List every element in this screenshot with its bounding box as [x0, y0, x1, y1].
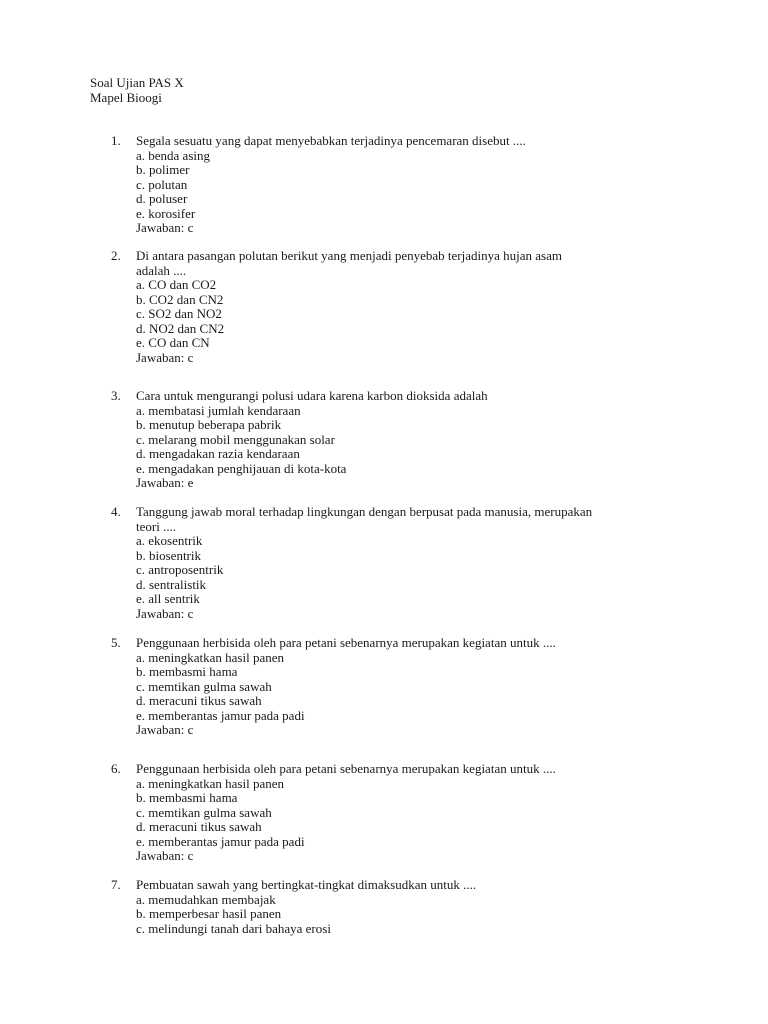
- answer-option: a. CO dan CO2: [136, 277, 217, 292]
- question-body: [136, 389, 681, 491]
- answer-option: c. melindungi tanah dari bahaya erosi: [136, 920, 331, 936]
- question-text: Cara untuk mengurangi polusi udara karena karbon dioksida adalah: [136, 388, 488, 403]
- answer-option: c. antroposentrik: [136, 562, 224, 577]
- question-text: teori ....: [136, 518, 177, 534]
- document-header: [90, 76, 184, 106]
- answer-option: d. NO2 dan CN2: [136, 320, 225, 336]
- answer-option: b. membasmi hama: [136, 664, 238, 679]
- subject-title: Mapel Bioogi: [90, 90, 162, 105]
- question-body: [136, 878, 681, 936]
- question-text: Penggunaan herbisida oleh para petani sebenarnya merupakan kegiatan untuk ....: [136, 761, 556, 776]
- answer-key: Jawaban: c: [136, 220, 194, 235]
- answer-option: b. CO2 dan CN2: [136, 291, 224, 307]
- answer-key: Jawaban: c: [136, 848, 194, 863]
- answer-option: e. memberantas jamur pada padi: [136, 707, 305, 723]
- answer-option: d. meracuni tikus sawah: [136, 693, 262, 708]
- question-text: Pembuatan sawah yang bertingkat-tingkat dimaksudkan untuk ....: [136, 877, 477, 892]
- answer-option: a. memudahkan membajak: [136, 891, 276, 907]
- answer-option: d. meracuni tikus sawah: [136, 819, 262, 834]
- answer-option: a. meningkatkan hasil panen: [136, 649, 285, 665]
- answer-option: e. memberantas jamur pada padi: [136, 833, 305, 849]
- question-number: 1.: [111, 133, 121, 148]
- question-number: 7.: [111, 877, 121, 892]
- question-text: Penggunaan herbisida oleh para petani sebenarnya merupakan kegiatan untuk ....: [136, 635, 556, 650]
- answer-key: Jawaban: c: [136, 605, 194, 621]
- answer-key: Jawaban: e: [136, 475, 194, 490]
- answer-option: b. biosentrik: [136, 547, 201, 563]
- question-body: [136, 762, 681, 864]
- answer-option: b. memperbesar hasil panen: [136, 906, 282, 921]
- answer-option: a. ekosentrik: [136, 533, 203, 548]
- answer-option: b. polimer: [136, 162, 190, 177]
- question-text: Tanggung jawab moral terhadap lingkungan dengan berpusat pada manusia, merupakan: [136, 504, 593, 519]
- question-body: [136, 636, 681, 738]
- question-body: [136, 134, 681, 236]
- answer-option: c. melarang mobil menggunakan solar: [136, 431, 335, 447]
- question-number: 5.: [111, 635, 121, 650]
- answer-key: Jawaban: c: [136, 722, 194, 737]
- exam-title: Soal Ujian PAS X: [90, 75, 184, 90]
- question-text: Di antara pasangan polutan berikut yang menjadi penyebab terjadinya hujan asam: [136, 248, 562, 263]
- answer-option: e. korosifer: [136, 205, 196, 221]
- answer-option: c. memtikan gulma sawah: [136, 678, 272, 694]
- question-number: 4.: [111, 504, 121, 519]
- question-text: adalah ....: [136, 262, 187, 278]
- answer-option: e. CO dan CN: [136, 335, 210, 350]
- answer-option: c. polutan: [136, 176, 188, 192]
- answer-option: e. all sentrik: [136, 591, 200, 606]
- answer-option: c. memtikan gulma sawah: [136, 804, 272, 820]
- answer-option: b. menutup beberapa pabrik: [136, 417, 282, 432]
- question-text: Segala sesuatu yang dapat menyebabkan terjadinya pencemaran disebut ....: [136, 133, 526, 148]
- answer-option: a. meningkatkan hasil panen: [136, 775, 285, 791]
- answer-option: d. mengadakan razia kendaraan: [136, 446, 300, 461]
- question-number: 2.: [111, 248, 121, 263]
- answer-option: c. SO2 dan NO2: [136, 306, 222, 321]
- answer-option: d. poluser: [136, 191, 188, 206]
- answer-option: a. membatasi jumlah kendaraan: [136, 402, 301, 418]
- answer-option: d. sentralistik: [136, 576, 207, 592]
- question-number: 6.: [111, 761, 121, 776]
- question-body: [136, 505, 681, 621]
- answer-option: e. mengadakan penghijauan di kota-kota: [136, 460, 347, 476]
- question-number: 3.: [111, 388, 121, 403]
- question-body: [136, 249, 681, 365]
- answer-key: Jawaban: c: [136, 349, 194, 365]
- answer-option: b. membasmi hama: [136, 790, 238, 805]
- answer-option: a. benda asing: [136, 147, 211, 163]
